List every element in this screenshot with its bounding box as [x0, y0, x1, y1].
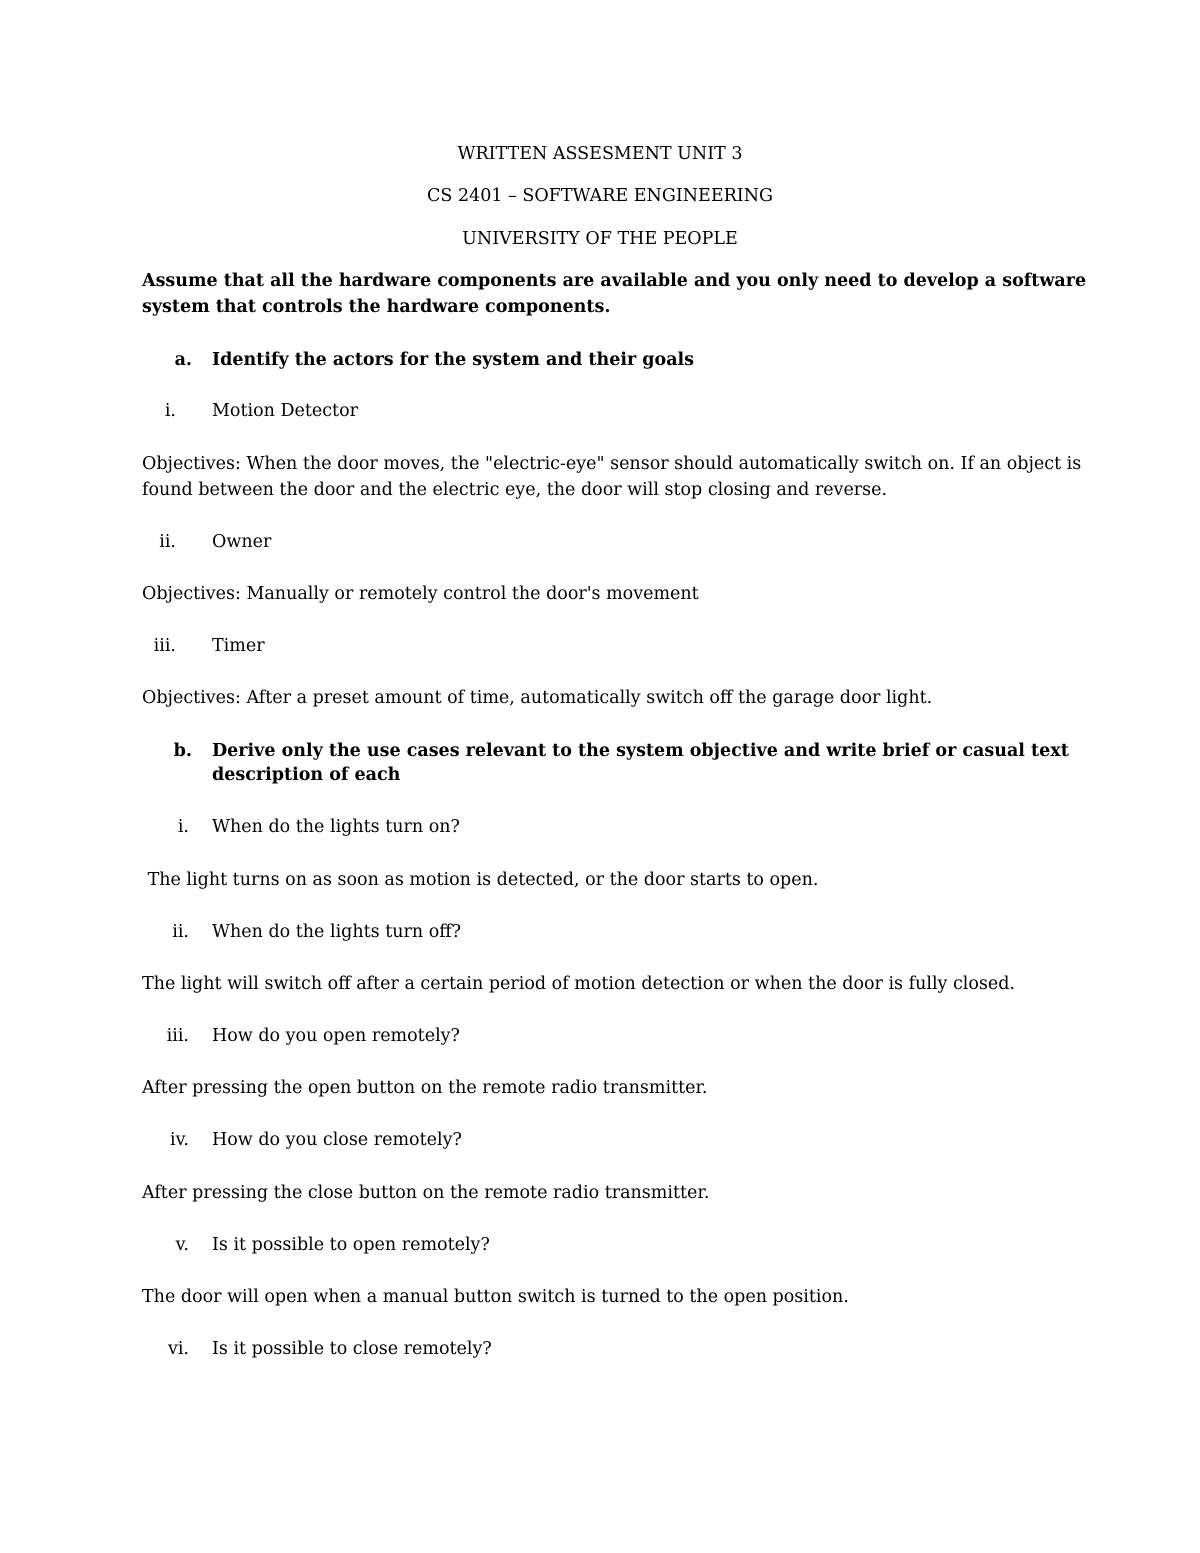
- actor-objective-line: Objectives: After a preset amount of time, automatically switch off the garage door light.: [142, 688, 933, 708]
- section-a-marker: a.: [174, 350, 192, 370]
- use-case-answer: The light will switch off after a certain period of motion detection or when the door is fully closed.: [142, 974, 1016, 994]
- use-case-question: When do the lights turn on?: [212, 817, 460, 837]
- actor-title: Timer: [212, 636, 265, 656]
- use-case-marker: iii.: [166, 1026, 189, 1046]
- actor-title: Motion Detector: [212, 401, 358, 421]
- actor-objective-line: found between the door and the electric eye, the door will stop closing and reverse.: [142, 480, 888, 500]
- use-case-answer: After pressing the open button on the remote radio transmitter.: [142, 1078, 708, 1098]
- actor-title: Owner: [212, 532, 272, 552]
- document-title: WRITTEN ASSESMENT UNIT 3: [457, 144, 743, 164]
- section-b-heading-line-1: Derive only the use cases relevant to the system objective and write brief or casual text: [212, 741, 1069, 761]
- use-case-answer: The light turns on as soon as motion is detected, or the door starts to open.: [142, 870, 819, 890]
- actor-objective-line: Objectives: When the door moves, the "electric-eye" sensor should automatically switch on. If an object is: [142, 454, 1082, 474]
- use-case-question: Is it possible to close remotely?: [212, 1339, 492, 1359]
- actor-marker: ii.: [159, 532, 176, 552]
- use-case-answer: The door will open when a manual button switch is turned to the open position.: [142, 1287, 849, 1307]
- university-name: UNIVERSITY OF THE PEOPLE: [462, 229, 738, 249]
- use-case-marker: v.: [175, 1235, 189, 1255]
- use-case-answer: After pressing the close button on the remote radio transmitter.: [142, 1183, 710, 1203]
- intro-line-2: system that controls the hardware components.: [142, 297, 611, 317]
- use-case-question: When do the lights turn off?: [212, 922, 462, 942]
- use-case-question: Is it possible to open remotely?: [212, 1235, 490, 1255]
- use-case-question: How do you open remotely?: [212, 1026, 460, 1046]
- section-b-marker: b.: [173, 741, 192, 761]
- course-name: CS 2401 – SOFTWARE ENGINEERING: [427, 186, 773, 206]
- actor-objective-line: Objectives: Manually or remotely control the door's movement: [142, 584, 699, 604]
- section-b-heading-line-2: description of each: [212, 765, 401, 785]
- intro-line-1: Assume that all the hardware components are available and you only need to develop a software: [142, 271, 1087, 291]
- actor-marker: i.: [164, 401, 176, 421]
- use-case-marker: i.: [177, 817, 189, 837]
- use-case-marker: vi.: [167, 1339, 189, 1359]
- use-case-marker: iv.: [170, 1130, 189, 1150]
- use-case-question: How do you close remotely?: [212, 1130, 462, 1150]
- use-case-marker: ii.: [172, 922, 189, 942]
- actor-marker: iii.: [153, 636, 176, 656]
- section-a-heading: Identify the actors for the system and their goals: [212, 350, 695, 370]
